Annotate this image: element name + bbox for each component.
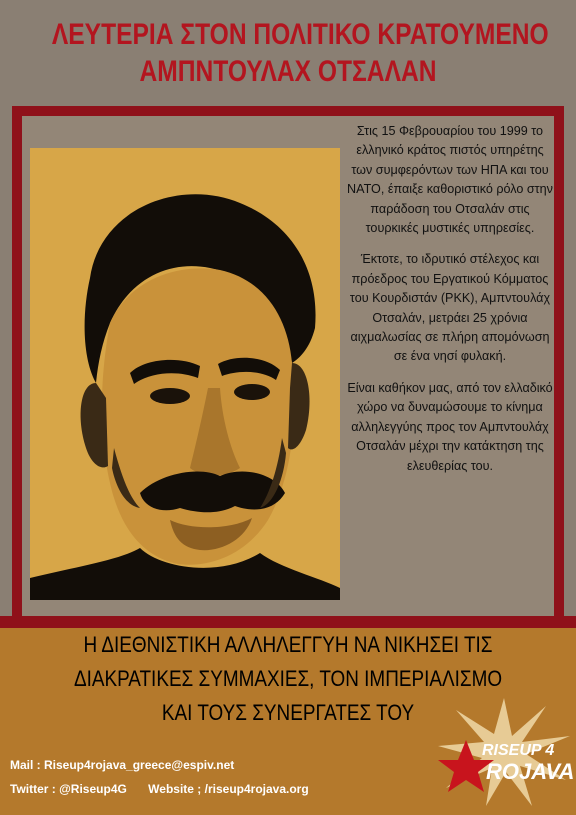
headline-line-1: ΛΕΥΤΕΡΙΑ ΣΤΟΝ ΠΟΛΙΤΙΚΟ ΚΡΑΤΟΥΜΕΝΟ [51, 18, 549, 51]
banner-red-stripe [0, 616, 576, 628]
mail-address[interactable]: Mail : Riseup4rojava_greece@espiv.net [10, 758, 235, 772]
article-paragraph-3: Είναι καθήκον μας, από τον ελλαδικό χώρο να δυναμώσουμε το κίνημα αλληλεγγύης προς τον Αμπντουλάχ Οτσαλάν μέχρι την κατάκτηση της ελευθερίας του. [347, 380, 553, 473]
slogan-line-1: Η ΔΙΕΘΝΙΣΤΙΚΗ ΑΛΛΗΛΕΓΓΥΗ ΝΑ ΝΙΚΗΣΕΙ ΤΙΣ [83, 632, 493, 657]
website-link[interactable]: Website ; /riseup4rojava.org [148, 782, 309, 796]
riseup4rojava-logo [436, 696, 575, 808]
poster-header [0, 0, 576, 100]
portrait-photo [30, 148, 340, 600]
article-text [346, 122, 554, 488]
article-paragraph-1: Στις 15 Φεβρουαρίου του 1999 το ελληνικό κράτος πιστός υπηρέτης των συμφερόντων των ΗΠΑ και του ΝΑΤΟ, έπαιξε καθοριστικό ρόλο στην παράδοση του Οτσαλάν στις τουρκικές μυστικές υπηρεσίες. [347, 124, 553, 236]
article-paragraph-2: Έκτοτε, το ιδρυτικό στέλεχος και πρόεδρος του Εργατικού Κόμματος του Κουρδιστάν (PKK), Αμπντουλάχ Οτσαλάν, μετράει 25 χρόνια αιχμαλωσίας σε πλήρη απομόνωση σε ένα νησί φυλακή. [349, 252, 551, 364]
contact-social [10, 782, 327, 796]
slogan-line-2: ΔΙΑΚΡΑΤΙΚΕΣ ΣΥΜΜΑΧΙΕΣ, ΤΟΝ ΙΜΠΕΡΙΑΛΙΣΜΟ [73, 666, 503, 691]
twitter-handle[interactable]: Twitter : @Riseup4G [10, 782, 127, 796]
portrait-illustration [30, 148, 340, 600]
logo-line-2: ROJAVA [486, 759, 575, 784]
logo-line-1: RISEUP 4 [482, 742, 555, 759]
headline-line-2: ΑΜΠΝΤΟΥΛΑΧ ΟΤΣΑΛΑΝ [139, 55, 437, 88]
contact-mail [10, 758, 252, 772]
slogan-line-3: ΚΑΙ ΤΟΥΣ ΣΥΝΕΡΓΑΤΕΣ ΤΟΥ [161, 700, 415, 725]
